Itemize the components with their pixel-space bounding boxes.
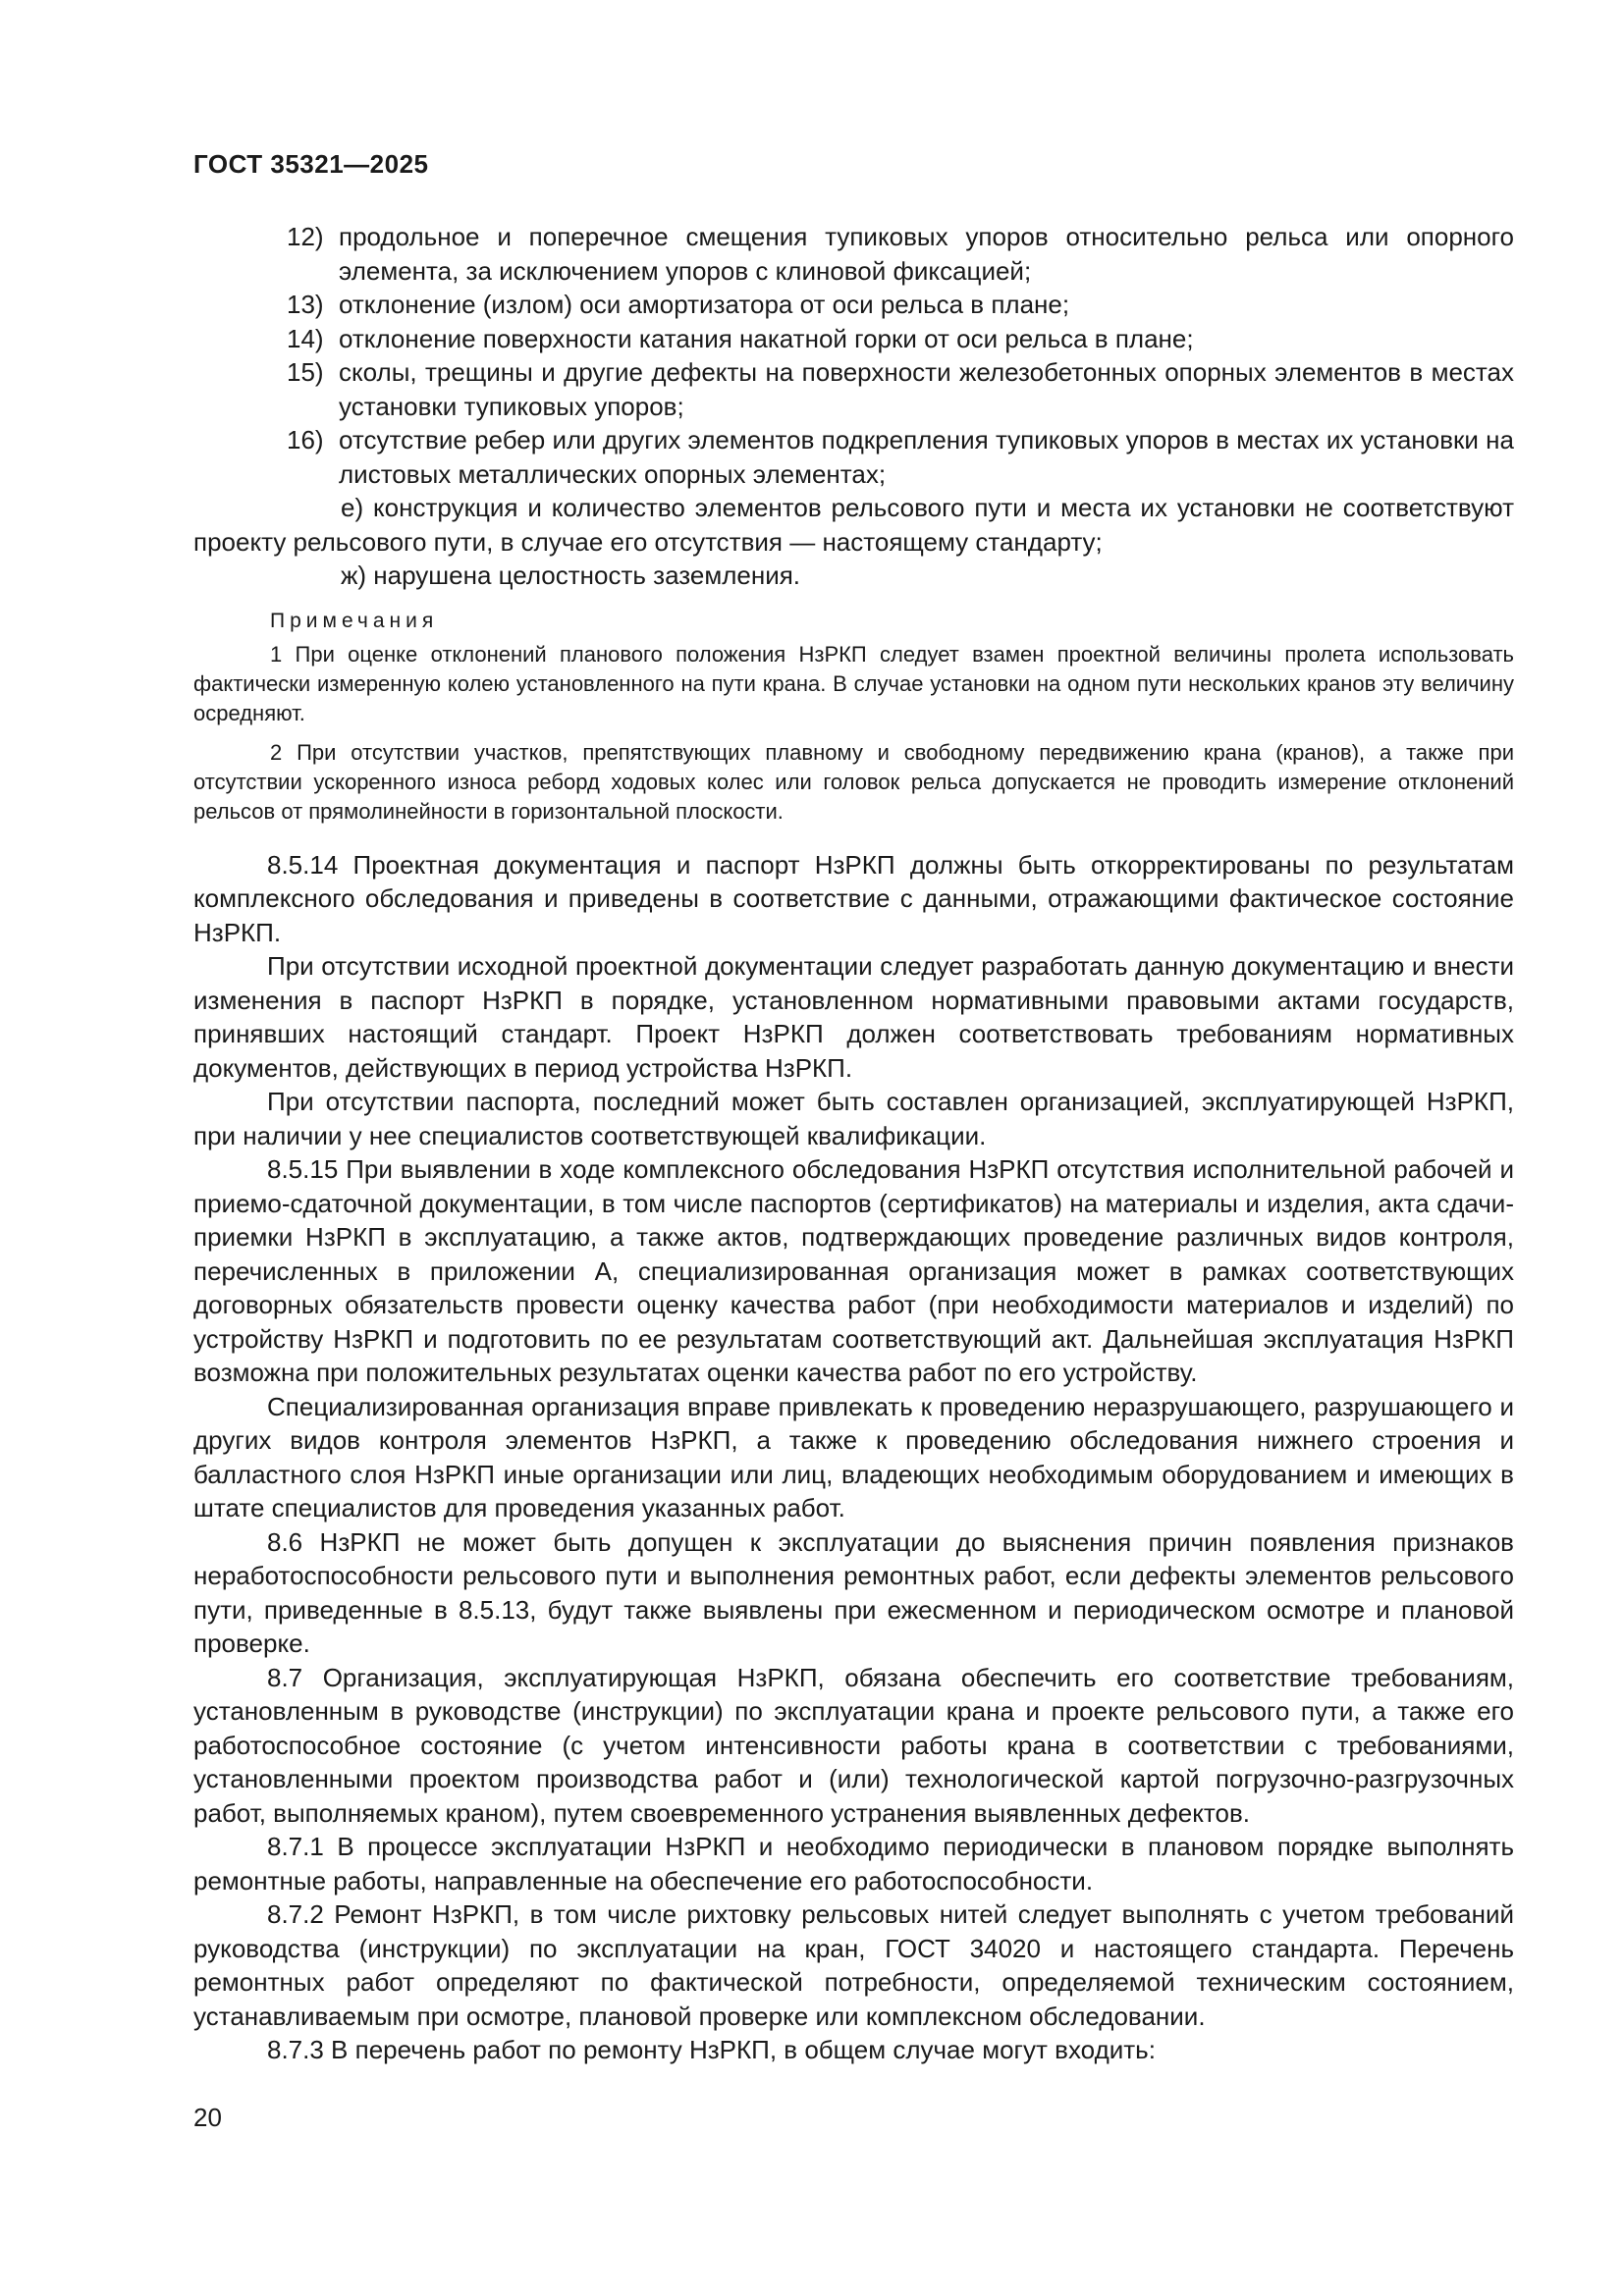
list-item xyxy=(193,288,1514,322)
lettered-item-letter: ж) xyxy=(341,561,367,590)
document-code-header: ГОСТ 35321—2025 xyxy=(193,149,429,179)
list-item xyxy=(193,355,1514,423)
list-item xyxy=(193,220,1514,288)
list-item-text: продольное и поперечное смещения тупиковых упоров относительно рельса или опорного элемента, за исключением упоров с клиновой фиксацией; xyxy=(339,222,1514,286)
paragraph: При отсутствии исходной проектной документации следует разработать данную документацию и внести изменения в паспорт НзРКП в порядке, установленном нормативными правовыми актами государств, принявших настоящий стандарт. Проект НзРКП должен соответствовать требованиям нормативных документов, действующих в период устройства НзРКП. xyxy=(193,951,1514,1083)
note-item: 1 При оценке отклонений планового положения НзРКП следует взамен проектной величины пролета использовать фактически измеренную колею установленного на пути крана. В случае установки на одном пути нескольких кранов эту величину осредняют. xyxy=(193,641,1514,725)
paragraph: Специализированная организация вправе привлекать к проведению неразрушающего, разрушающего и других видов контроля элементов НзРКП, а также к проведению обследования нижнего строения и балластного слоя НзРКП иные организации или лиц, владеющих необходимым оборудованием и имеющих в штате специалистов для проведения указанных работ. xyxy=(193,1391,1514,1522)
list-item-number: 13) xyxy=(287,290,324,319)
notes-section xyxy=(193,607,1514,827)
lettered-item xyxy=(193,491,1514,559)
lettered-list xyxy=(193,491,1514,593)
list-item-number: 16) xyxy=(287,425,324,454)
paragraph: При отсутствии паспорта, последний может быть составлен организацией, эксплуатирующей НзРКП, при наличии у нее специалистов соответствующей квалификации. xyxy=(193,1087,1514,1150)
paragraph: 8.7 Организация, эксплуатирующая НзРКП, обязана обеспечить его соответствие требованиям, установленным в руководстве (инструкции) по эксплуатации крана и проекте рельсового пути, а также его работоспособное состояние (с учетом интенсивности работы крана в соответствии с требованиями, установленными проектом производства работ и (или) технологической картой погрузочно-разгрузочных работ, выполняемых краном), путем своевременного устранения выявленных дефектов. xyxy=(193,1662,1514,1828)
list-item-text: сколы, трещины и другие дефекты на поверхности железобетонных опорных элементов в местах установки тупиковых упоров; xyxy=(339,357,1514,421)
body-paragraphs xyxy=(193,848,1514,2067)
paragraph: 8.6 НзРКП не может быть допущен к эксплуатации до выяснения причин появления признаков неработоспособности рельсового пути и выполнения ремонтных работ, если дефекты элементов рельсового пути, приведенные в 8.5.13, будут также выявлены при ежесменном и периодическом осмотре и плановой проверке. xyxy=(193,1526,1514,1658)
notes-title: Примечания xyxy=(270,609,439,632)
list-item-text: отсутствие ребер или других элементов подкрепления тупиковых упоров в местах их установки на листовых металлических опорных элементах; xyxy=(339,425,1514,489)
list-item-number: 12) xyxy=(287,222,324,251)
numbered-list xyxy=(193,220,1514,491)
paragraph: 8.5.14 Проектная документация и паспорт НзРКП должны быть откорректированы по результатам комплексного обследования и приведены в соответствие с данными, отражающими фактическое состояние НзРКП. xyxy=(193,849,1514,947)
document-page xyxy=(193,0,1514,2296)
list-item xyxy=(193,423,1514,491)
list-item-number: 14) xyxy=(287,323,324,353)
lettered-item-text: конструкция и количество элементов рельсового пути и места их установки не соответствуют проекту рельсового пути, в случае его отсутствия — настоящему стандарту; xyxy=(193,493,1514,557)
list-item xyxy=(193,322,1514,356)
paragraph: 8.5.15 При выявлении в ходе комплексного обследования НзРКП отсутствия исполнительной рабочей и приемо-сдаточной документации, в том числе паспортов (сертификатов) на материалы и изделия, акта сдачи-приемки НзРКП в эксплуатацию, а также актов, подтверждающих проведение различных видов контроля, перечисленных в приложении А, специализированная организация может в рамках соответствующих договорных обязательств провести оценку качества работ (при необходимости материалов и изделий) по устройству НзРКП и подготовить по ее результатам соответствующий акт. Дальнейшая эксплуатация НзРКП возможна при положительных результатах оценки качества работ по его устройству. xyxy=(193,1154,1514,1387)
page-number: 20 xyxy=(193,2103,222,2132)
document-body xyxy=(193,220,1514,2067)
lettered-item xyxy=(193,559,1514,593)
paragraph: 8.7.1 В процессе эксплуатации НзРКП и необходимо периодически в плановом порядке выполнять ремонтные работы, направленные на обеспечение его работоспособности. xyxy=(193,1832,1514,1896)
note-item: 2 При отсутствии участков, препятствующих плавному и свободному передвижению крана (кранов), а также при отсутствии ускоренного износа реборд ходовых колес или головок рельса допускается не проводить измерение отклонений рельсов от прямолинейности в горизонтальной плоскости. xyxy=(193,739,1514,824)
list-item-text: отклонение поверхности катания накатной горки от оси рельса в плане; xyxy=(339,323,1194,353)
list-item-number: 15) xyxy=(287,357,324,387)
paragraph: 8.7.2 Ремонт НзРКП, в том числе рихтовку рельсовых нитей следует выполнять с учетом требований руководства (инструкции) по эксплуатации на кран, ГОСТ 34020 и настоящего стандарта. Перечень ремонтных работ определяют по фактической потребности, определяемой техническим состоянием, устанавливаемым при осмотре, плановой проверке или комплексном обследовании. xyxy=(193,1899,1514,2031)
paragraph: 8.7.3 В перечень работ по ремонту НзРКП, в общем случае могут входить: xyxy=(267,2035,1156,2064)
lettered-item-letter: е) xyxy=(341,493,364,522)
list-item-text: отклонение (излом) оси амортизатора от оси рельса в плане; xyxy=(339,290,1070,319)
lettered-item-text: нарушена целостность заземления. xyxy=(373,561,801,590)
